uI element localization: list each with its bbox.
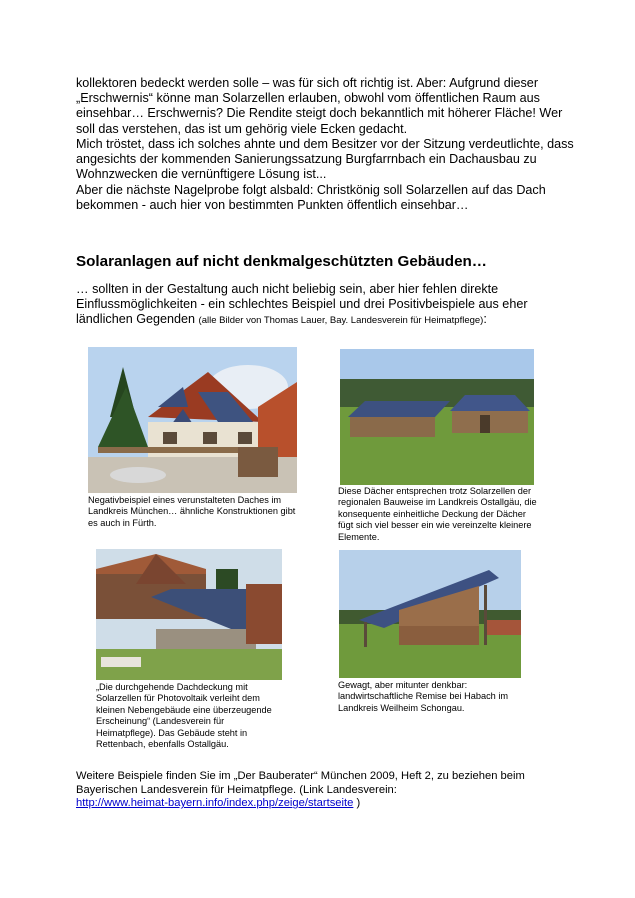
caption-ostallgaeu-barns: Diese Dächer entsprechen trotz Solarzellen der regionalen Bauweise im Landkreis Ostallgäu, die konsequente einheitliche Deckung der Dächer fügt sich viel besser ein wie vereinzelte kleinere Elemente.: [338, 486, 537, 542]
photo-credit: (alle Bilder von Thomas Lauer, Bay. Landesverein für Heimatpflege): [198, 315, 484, 327]
caption-negative-example: Negativbeispiel eines verunstalteten Daches im Landkreis München… ähnliche Konstruktionen gibt es auch in Fürth.: [88, 495, 296, 528]
photo-habach-remise: [339, 550, 521, 678]
paragraph-sanierung: Mich tröstet, dass ich solches ahnte und dem Besitzer vor der Sitzung verdeutlichte, dass angesichts der kommenden Sanierungssatzung Burgfarrnbach ein Dachausbau zu Wohnzwecken die vernünftigere Lösung ist...: [76, 137, 574, 182]
paragraph-continued: kollektoren bedeckt werden solle – was für sich oft richtig ist. Aber: Aufgrund dieser „Erschwernis“ könne man Solarzellen erlauben, obwohl vom öffentlichen Raum aus einsehbar… Erschwernis? Die Rendite steigt doch bekanntlich mit höherer Fläche! Wer soll das verstehen, das ist um gehörig viele Ecken gedacht.: [76, 76, 563, 136]
photo-ostallgaeu-barns: [340, 349, 534, 485]
footer-paragraph: [76, 770, 576, 811]
footer-suffix: ): [353, 797, 361, 810]
intro-paragraph: [76, 282, 576, 329]
photo-rettenbach: [96, 549, 282, 680]
landesverein-link[interactable]: http://www.heimat-bayern.info/index.php/zeige/startseite: [76, 797, 354, 810]
section-heading: Solaranlagen auf nicht denkmalgeschützten Gebäuden…: [76, 253, 487, 270]
paragraph-christkoenig: Aber die nächste Nagelprobe folgt alsbald: Christkönig soll Solarzellen auf das Dach bekommen - auch hier von bestimmten Punkten öffentlich einsehbar…: [76, 183, 546, 213]
intro-colon: :: [483, 312, 487, 327]
caption-habach-remise: Gewagt, aber mitunter denkbar: landwirtschaftliche Remise bei Habach im Landkreis Weilheim Schongau.: [338, 680, 509, 713]
intro-text: … sollten in der Gestaltung auch nicht beliebig sein, aber hier fehlen direkte Einflussmöglichkeiten - ein schlechtes Beispiel und drei Positivbeispiele aus eher ländlichen Gegenden: [76, 282, 528, 327]
caption-rettenbach: „Die durchgehende Dachdeckung mit Solarzellen für Photovoltaik verleiht dem kleinen Nebengebäude eine überzeugende Erscheinung“ (Landesverein für Heimatpflege). Das Gebäude steht in Rettenbach, ebenfalls Ostallgäu.: [96, 682, 272, 750]
footer-text: Weitere Beispiele finden Sie im „Der Bauberater“ München 2009, Heft 2, zu beziehen beim Bayerischen Landesverein für Heimatpflege. (Link Landesverein:: [76, 770, 525, 796]
photo-negative-example: [88, 347, 297, 493]
